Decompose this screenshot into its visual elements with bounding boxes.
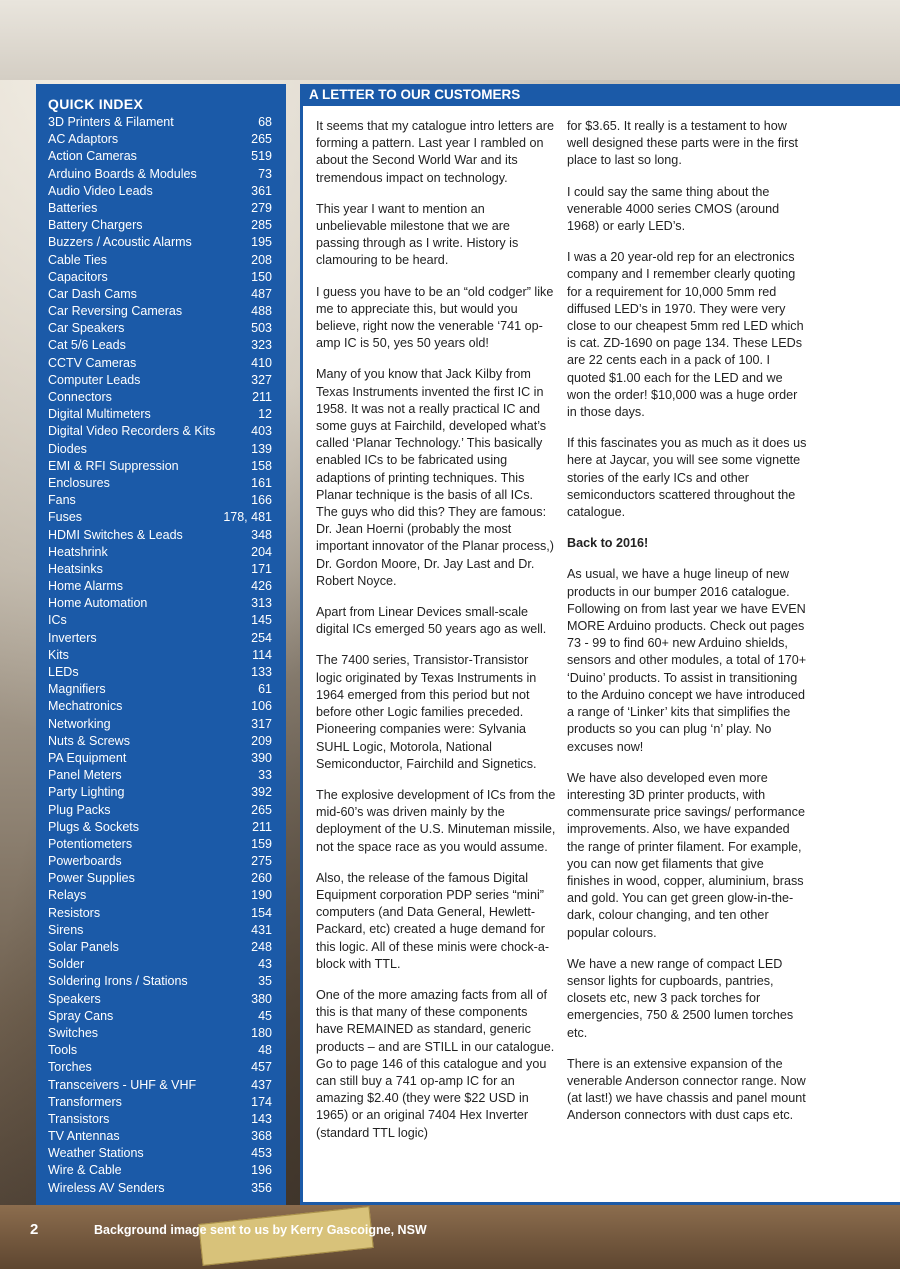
quick-index-entry — [48, 1059, 272, 1076]
quick-index-label: Soldering Irons / Stations — [48, 974, 188, 989]
quick-index-label: Batteries — [48, 200, 98, 215]
quick-index-page: 323 — [251, 338, 272, 353]
quick-index-label: Relays — [48, 888, 87, 903]
quick-index-entry — [48, 148, 272, 165]
quick-index-page: 33 — [258, 768, 272, 783]
quick-index-label: Plug Packs — [48, 802, 111, 817]
quick-index-label: Enclosures — [48, 475, 110, 490]
quick-index-label: Power Supplies — [48, 871, 135, 886]
quick-index-page: 159 — [251, 836, 272, 851]
quick-index-entry — [48, 802, 272, 819]
quick-index-page: 361 — [251, 183, 272, 198]
quick-index-entry — [48, 922, 272, 939]
letter-subheading: Back to 2016! — [567, 536, 649, 551]
quick-index-entry — [48, 819, 272, 836]
quick-index-label: Potentiometers — [48, 836, 133, 851]
page-number: 2 — [30, 1221, 39, 1238]
quick-index-page: 392 — [251, 785, 272, 800]
letter-paragraph: If this fascinates you as much as it does us here at Jaycar, you will see some vignette stories of the early ICs and other semiconductors scattered throughout the catalogue. — [567, 436, 807, 520]
quick-index-entry — [48, 355, 272, 372]
quick-index-page: 317 — [251, 716, 272, 731]
quick-index-page: 279 — [251, 200, 272, 215]
quick-index-label: Home Alarms — [48, 579, 124, 594]
quick-index-entry — [48, 337, 272, 354]
quick-index-page: 356 — [251, 1180, 272, 1195]
quick-index-label: Speakers — [48, 991, 101, 1006]
quick-index-entry — [48, 458, 272, 475]
quick-index-page: 327 — [251, 372, 272, 387]
quick-index-label: Buzzers / Acoustic Alarms — [48, 235, 192, 250]
quick-index-label: Digital Multimeters — [48, 407, 151, 422]
quick-index-page: 43 — [258, 957, 272, 972]
quick-index-page: 35 — [258, 974, 272, 989]
quick-index-entry — [48, 1008, 272, 1025]
quick-index-entry — [48, 252, 272, 269]
quick-index-entry — [48, 217, 272, 234]
quick-index-entry — [48, 578, 272, 595]
quick-index-page: 265 — [251, 132, 272, 147]
letter-paragraph: This year I want to mention an unbelievable milestone that we are passing through as I write. History is clamouring to be heard. — [316, 201, 519, 268]
quick-index-label: Resistors — [48, 905, 101, 920]
quick-index-entry — [48, 166, 272, 183]
quick-index-label: Diodes — [48, 441, 87, 456]
quick-index-page: 211 — [252, 819, 272, 834]
quick-index-entry — [48, 1162, 272, 1179]
quick-index-page: 410 — [251, 355, 272, 370]
quick-index-page: 426 — [251, 579, 272, 594]
background-workbench — [0, 1205, 900, 1269]
quick-index-page: 453 — [251, 1146, 272, 1161]
quick-index-page: 114 — [252, 647, 272, 662]
quick-index-entry — [48, 527, 272, 544]
quick-index-title: QUICK INDEX — [48, 96, 144, 112]
letter-paragraph: As usual, we have a huge lineup of new products in our bumper 2016 catalogue. Following on from last year we have EVEN MORE Arduino products. Check out pages 73 - 99 to find 60+ new Arduino shields, sensors and other modules, a total of 170+ ‘Duino’ products. To assist in transitioning to the Arduino concept we have introduced a range of ‘Linker’ kits that simplifies the products so you can plug ‘n’ play. No excuses now! — [567, 567, 807, 754]
letter-column-right — [567, 118, 809, 1139]
quick-index-entry — [48, 1145, 272, 1162]
quick-index-entry — [48, 320, 272, 337]
quick-index-label: PA Equipment — [48, 750, 127, 765]
quick-index-page: 171 — [251, 561, 272, 576]
quick-index-page: 380 — [251, 991, 272, 1006]
quick-index-label: Panel Meters — [48, 768, 122, 783]
quick-index-label: Sirens — [48, 922, 84, 937]
quick-index-entry — [48, 750, 272, 767]
quick-index-label: Digital Video Recorders & Kits — [48, 424, 216, 439]
quick-index-page: 313 — [251, 596, 272, 611]
quick-index-entry — [48, 1111, 272, 1128]
quick-index-entry — [48, 441, 272, 458]
quick-index-entry — [48, 733, 272, 750]
quick-index-page: 403 — [251, 424, 272, 439]
quick-index-label: Weather Stations — [48, 1146, 144, 1161]
quick-index-label: Cable Ties — [48, 252, 108, 267]
quick-index-entry — [48, 630, 272, 647]
quick-index-label: Transformers — [48, 1094, 122, 1109]
quick-index-list — [48, 114, 272, 1197]
quick-index-page: 368 — [251, 1129, 272, 1144]
quick-index-label: Transceivers - UHF & VHF — [48, 1077, 197, 1092]
quick-index-entry — [48, 1077, 272, 1094]
quick-index-page: 150 — [251, 269, 272, 284]
quick-index-entry — [48, 269, 272, 286]
quick-index-page: 154 — [251, 905, 272, 920]
quick-index-entry — [48, 991, 272, 1008]
quick-index-page: 211 — [252, 390, 272, 404]
letter-panel — [300, 84, 900, 1205]
quick-index-entry — [48, 681, 272, 698]
quick-index-label: Car Reversing Cameras — [48, 304, 183, 319]
quick-index-entry — [48, 664, 272, 681]
quick-index-entry — [48, 767, 272, 784]
quick-index-label: Computer Leads — [48, 372, 141, 387]
quick-index-entry — [48, 836, 272, 853]
quick-index-entry — [48, 870, 272, 887]
quick-index-label: AC Adaptors — [48, 132, 119, 147]
quick-index-label: Cat 5/6 Leads — [48, 338, 126, 353]
quick-index-label: Solder — [48, 957, 85, 972]
letter-paragraph: Apart from Linear Devices small-scale digital ICs emerged 50 years ago as well. — [316, 605, 547, 637]
quick-index-entry — [48, 372, 272, 389]
quick-index-entry — [48, 492, 272, 509]
quick-index-page: 145 — [251, 613, 272, 628]
quick-index-label: Connectors — [48, 390, 112, 404]
quick-index-label: Home Automation — [48, 596, 148, 611]
quick-index-entry — [48, 200, 272, 217]
quick-index-page: 285 — [251, 218, 272, 233]
letter-column-left — [316, 118, 556, 1156]
quick-index-label: TV Antennas — [48, 1129, 120, 1144]
quick-index-page: 158 — [251, 458, 272, 473]
quick-index-page: 390 — [251, 750, 272, 765]
quick-index-page: 487 — [251, 286, 272, 301]
quick-index-entry — [48, 716, 272, 733]
quick-index-entry — [48, 114, 272, 131]
quick-index-label: Wireless AV Senders — [48, 1180, 165, 1195]
quick-index-label: Arduino Boards & Modules — [48, 166, 197, 181]
quick-index-label: Heatshrink — [48, 544, 108, 559]
quick-index-label: Powerboards — [48, 854, 122, 869]
letter-paragraph: Also, the release of the famous Digital Equipment corporation PDP series “mini” computers (and Data General, Hewlett-Packard, etc) created a huge demand for this logic. All of these minis were chock-a-block with TTL. — [316, 870, 550, 971]
quick-index-label: Magnifiers — [48, 682, 106, 697]
quick-index-label: Spray Cans — [48, 1008, 114, 1023]
quick-index-page: 73 — [258, 166, 272, 181]
letter-paragraph: I could say the same thing about the venerable 4000 series CMOS (around 1968) or early LED’s. — [567, 184, 780, 234]
quick-index-label: Action Cameras — [48, 149, 137, 164]
quick-index-entry — [48, 131, 272, 148]
quick-index-label: Plugs & Sockets — [48, 819, 140, 834]
quick-index-entry — [48, 475, 272, 492]
quick-index-entry — [48, 1025, 272, 1042]
quick-index-page: 519 — [251, 149, 272, 164]
quick-index-entry — [48, 905, 272, 922]
quick-index-entry — [48, 973, 272, 990]
quick-index-label: Nuts & Screws — [48, 733, 130, 748]
quick-index-entry — [48, 612, 272, 629]
quick-index-page: 190 — [251, 888, 272, 903]
letter-paragraph: for $3.65. It really is a testament to how well designed these parts were in the first place to last so long. — [567, 119, 799, 168]
letter-paragraph: The explosive development of ICs from the mid-60’s was driven mainly by the deployment of the U.S. Minuteman missile, not the space race as you would assume. — [316, 787, 556, 854]
quick-index-entry — [48, 1094, 272, 1111]
quick-index-label: CCTV Cameras — [48, 355, 137, 370]
quick-index-entry — [48, 509, 272, 526]
quick-index-page: 503 — [251, 321, 272, 336]
quick-index-entry — [48, 544, 272, 561]
quick-index-page: 143 — [251, 1111, 272, 1126]
quick-index-entry — [48, 561, 272, 578]
quick-index-label: EMI & RFI Suppression — [48, 458, 179, 473]
quick-index-page: 161 — [251, 475, 272, 490]
quick-index-page: 260 — [251, 871, 272, 886]
quick-index-label: Tools — [48, 1043, 78, 1058]
letter-paragraph: There is an extensive expansion of the venerable Anderson connector range. Now (at last!) we have chassis and panel mount Anderson connectors with dust caps etc. — [567, 1056, 806, 1123]
quick-index-label: Switches — [48, 1025, 99, 1040]
quick-index-page: 68 — [258, 115, 272, 129]
quick-index-page: 12 — [258, 407, 272, 422]
quick-index-page: 48 — [258, 1043, 272, 1058]
quick-index-label: Fans — [48, 493, 76, 508]
quick-index-entry — [48, 698, 272, 715]
quick-index-entry — [48, 183, 272, 200]
quick-index-page: 133 — [251, 665, 272, 679]
quick-index-entry — [48, 1042, 272, 1059]
letter-paragraph: We have also developed even more interesting 3D printer products, with commensurate price savings/ performance improvements. Also, we have expanded the range of printer filament. For example, you can now get filaments that give finishes in wood, copper, aluminium, brass and gold. You can get green glow-in-the-dark, colour changing, and ten other popular colours. — [567, 770, 805, 940]
quick-index-entry — [48, 1180, 272, 1197]
quick-index-page: 208 — [251, 252, 272, 267]
quick-index-label: Torches — [48, 1060, 92, 1075]
letter-paragraph: We have a new range of compact LED sensor lights for cupboards, pantries, closets etc, new 3 pack torches for emergencies, 750 & 2500 lumen torches etc. — [567, 956, 794, 1040]
quick-index-entry — [48, 595, 272, 612]
quick-index-label: Audio Video Leads — [48, 183, 153, 198]
letter-paragraph: I guess you have to be an “old codger” like me to appreciate this, but would you believe, right now the venerable ‘741 op-amp IC is 50, yes 50 years old! — [316, 284, 554, 351]
quick-index-label: Heatsinks — [48, 561, 103, 576]
letter-paragraph: I was a 20 year-old rep for an electronics company and I remember clearly quoting for a requirement for 10,000 5mm red diffused LED’s in 1970. They were very close to our cheapest 5mm red LED which is cat. ZD-1690 on page 134. These LEDs are 22 cents each in a pack of 100. I quoted $1.00 each for the LED and we won the order! $10,000 was a huge order in those days. — [567, 250, 804, 420]
quick-index-label: Mechatronics — [48, 699, 123, 714]
quick-index-label: Capacitors — [48, 269, 108, 284]
quick-index-page: 209 — [251, 733, 272, 748]
quick-index-label: Car Speakers — [48, 321, 125, 336]
quick-index-page: 196 — [251, 1163, 272, 1178]
quick-index-page: 437 — [251, 1077, 272, 1092]
quick-index-panel — [36, 84, 286, 1205]
quick-index-entry — [48, 234, 272, 251]
quick-index-entry — [48, 887, 272, 904]
quick-index-entry — [48, 423, 272, 440]
quick-index-label: Fuses — [48, 510, 83, 525]
quick-index-page: 195 — [251, 235, 272, 250]
quick-index-page: 174 — [251, 1094, 272, 1109]
quick-index-label: Inverters — [48, 630, 97, 645]
letter-paragraph: One of the more amazing facts from all of this is that many of these components have REMAINED as standard, generic products – and are STILL in our catalogue. Go to page 146 of this catalogue and you can still buy a 741 op-amp IC for an amazing $2.40 (they were $22 USD in 1965) or an original 7404 Hex Inverter (standard TTL logic) — [316, 987, 555, 1140]
quick-index-label: Car Dash Cams — [48, 286, 137, 301]
quick-index-page: 178, 481 — [223, 510, 272, 525]
quick-index-page: 61 — [258, 682, 272, 697]
background-shelf — [0, 0, 900, 80]
quick-index-page: 348 — [251, 527, 272, 542]
quick-index-page: 275 — [251, 854, 272, 869]
quick-index-entry — [48, 406, 272, 423]
image-credit: Background image sent to us by Kerry Gascoigne, NSW — [94, 1223, 427, 1237]
quick-index-entry — [48, 939, 272, 956]
quick-index-page: 457 — [251, 1060, 272, 1075]
quick-index-page: 488 — [251, 304, 272, 319]
quick-index-page: 265 — [251, 802, 272, 817]
quick-index-page: 180 — [251, 1025, 272, 1040]
quick-index-label: Battery Chargers — [48, 218, 143, 233]
quick-index-entry — [48, 784, 272, 801]
quick-index-label: HDMI Switches & Leads — [48, 527, 183, 542]
letter-title: A LETTER TO OUR CUSTOMERS — [303, 84, 900, 106]
quick-index-entry — [48, 286, 272, 303]
quick-index-label: ICs — [48, 613, 67, 628]
quick-index-page: 45 — [258, 1008, 272, 1023]
letter-paragraph: Many of you know that Jack Kilby from Texas Instruments invented the first IC in 1958. It was not a really practical IC and some guys at Fairchild, developed what’s called ‘Planar Technology.’ This basically enabled ICs to be fabricated using adaptions of printing techniques. This Planar technique is the basis of all ICs. The guys who did this? They are famous: Dr. Jean Hoerni (probably the most important innovator of the Planar process,) Dr. Gordon Moore, Dr. Jay Last and Dr. Robert Noyce. — [316, 367, 555, 588]
letter-paragraph: The 7400 series, Transistor-Transistor logic originated by Texas Instruments in 1964 emerged from this period but not before other Logic families preceded. Pioneering companies were: Sylvania SUHL Logic, Motorola, National Semiconductor, Fairchild and Signetics. — [316, 653, 537, 771]
quick-index-entry — [48, 853, 272, 870]
quick-index-entry — [48, 1128, 272, 1145]
quick-index-page: 431 — [251, 922, 272, 937]
quick-index-label: Wire & Cable — [48, 1163, 122, 1178]
quick-index-entry — [48, 647, 272, 664]
quick-index-label: LEDs — [48, 665, 79, 679]
quick-index-page: 106 — [251, 699, 272, 714]
quick-index-page: 139 — [251, 441, 272, 456]
quick-index-label: Solar Panels — [48, 940, 119, 954]
quick-index-page: 254 — [251, 630, 272, 645]
quick-index-label: Kits — [48, 647, 69, 662]
quick-index-entry — [48, 956, 272, 973]
quick-index-page: 204 — [251, 544, 272, 559]
quick-index-label: Networking — [48, 716, 111, 731]
quick-index-page: 248 — [251, 940, 272, 954]
quick-index-entry — [48, 303, 272, 320]
quick-index-entry — [48, 389, 272, 406]
quick-index-label: Party Lighting — [48, 785, 125, 800]
quick-index-page: 166 — [251, 493, 272, 508]
quick-index-label: 3D Printers & Filament — [48, 115, 174, 129]
quick-index-label: Transistors — [48, 1111, 110, 1126]
letter-paragraph: It seems that my catalogue intro letters are forming a pattern. Last year I rambled on about the Second World War and its tremendous impact on technology. — [316, 119, 554, 185]
